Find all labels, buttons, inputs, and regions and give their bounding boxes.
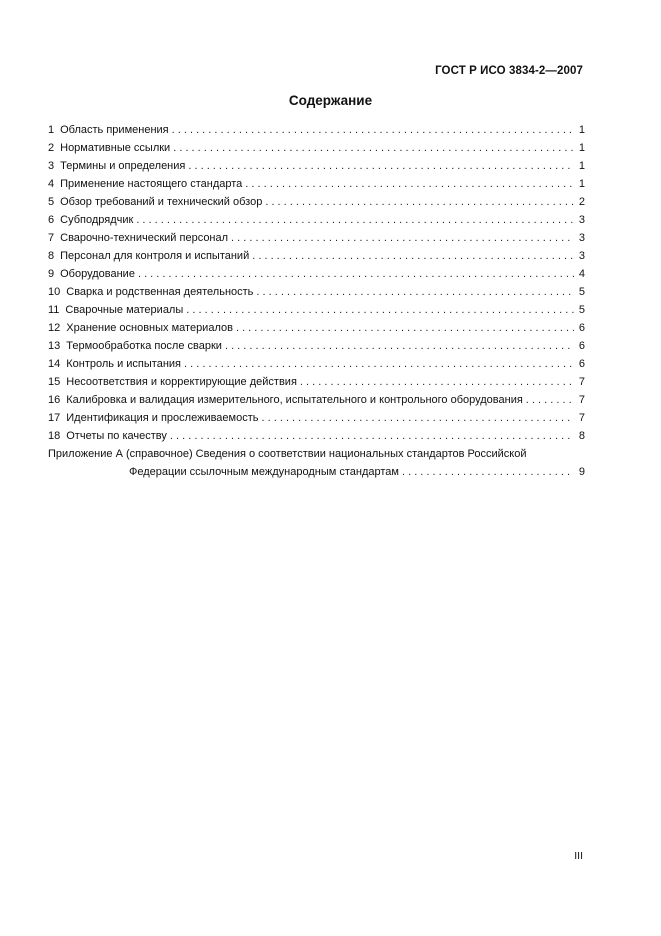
toc-entry-page: 7: [578, 376, 585, 388]
toc-entry-number: 10: [48, 286, 61, 298]
toc-leader-dots: [265, 193, 574, 211]
table-of-contents: [48, 121, 585, 481]
toc-entry[interactable]: [48, 301, 585, 319]
toc-leader-dots: [172, 121, 574, 139]
toc-entry-page: 5: [578, 286, 585, 298]
toc-entry[interactable]: [48, 121, 585, 139]
toc-entry[interactable]: [48, 157, 585, 175]
toc-entry-title: Контроль и испытания: [66, 358, 182, 370]
toc-entry-number: 11: [48, 304, 60, 316]
toc-leader-dots: [186, 301, 574, 319]
toc-entry-title: Субподрядчик: [60, 214, 134, 226]
toc-entry-page: 4: [578, 268, 585, 280]
toc-entry-number: 2: [48, 142, 55, 154]
toc-entry-page: 7: [578, 412, 585, 424]
toc-annex-line2: Федерации ссылочным международным стандартам: [129, 466, 399, 478]
toc-entry-page: 6: [578, 322, 585, 334]
document-code: ГОСТ Р ИСО 3834-2—2007: [435, 65, 583, 77]
toc-annex-line2-row: [48, 463, 585, 481]
toc-entry[interactable]: [48, 319, 585, 337]
toc-entry-number: 16: [48, 394, 61, 406]
toc-entry[interactable]: [48, 427, 585, 445]
toc-entry-page: 2: [578, 196, 585, 208]
toc-leader-dots: [184, 355, 574, 373]
toc-items: [48, 121, 585, 445]
toc-entry-title: Калибровка и валидация измерительного, испытательного и контрольного оборудования: [66, 394, 523, 406]
toc-entry-number: 4: [48, 178, 55, 190]
toc-leader-dots: [256, 283, 574, 301]
toc-entry-title: Сварочные материалы: [65, 304, 184, 316]
toc-annex-page: 9: [578, 466, 585, 478]
toc-entry-number: 18: [48, 430, 61, 442]
toc-leader-dots: [231, 229, 574, 247]
toc-entry-title: Отчеты по качеству: [66, 430, 167, 442]
toc-entry-title: Область применения: [60, 124, 169, 136]
toc-entry-number: 7: [48, 232, 55, 244]
toc-entry-number: 15: [48, 376, 61, 388]
toc-entry[interactable]: [48, 193, 585, 211]
toc-annex-entry[interactable]: [48, 445, 585, 481]
toc-entry-title: Сварка и родственная деятельность: [66, 286, 254, 298]
toc-entry-page: 3: [578, 250, 585, 262]
toc-leader-dots: [188, 157, 574, 175]
toc-entry-title: Идентификация и прослеживаемость: [66, 412, 259, 424]
toc-entry-title: Сварочно-технический персонал: [60, 232, 229, 244]
toc-entry-number: 9: [48, 268, 55, 280]
toc-entry-page: 1: [578, 124, 585, 136]
toc-entry-page: 5: [578, 304, 585, 316]
toc-leader-dots: [136, 211, 574, 229]
toc-entry-number: 12: [48, 322, 61, 334]
toc-entry[interactable]: [48, 355, 585, 373]
toc-entry[interactable]: [48, 211, 585, 229]
toc-annex-line1: Приложение А (справочное) Сведения о соответствии национальных стандартов Российской: [48, 448, 527, 460]
toc-entry-page: 8: [578, 430, 585, 442]
toc-entry-title: Применение настоящего стандарта: [60, 178, 243, 190]
toc-leader-dots: [262, 409, 575, 427]
toc-entry[interactable]: [48, 373, 585, 391]
toc-entry-number: 17: [48, 412, 61, 424]
toc-leader-dots: [526, 391, 574, 409]
toc-entry-number: 3: [48, 160, 55, 172]
toc-entry[interactable]: [48, 283, 585, 301]
toc-leader-dots: [245, 175, 574, 193]
toc-leader-dots: [173, 139, 574, 157]
toc-entry-number: 8: [48, 250, 55, 262]
toc-entry-title: Персонал для контроля и испытаний: [60, 250, 250, 262]
toc-entry-title: Термины и определения: [60, 160, 186, 172]
toc-entry[interactable]: [48, 337, 585, 355]
toc-entry-number: 6: [48, 214, 55, 226]
toc-leader-dots: [300, 373, 574, 391]
toc-leader-dots: [402, 463, 574, 481]
toc-entry-page: 6: [578, 340, 585, 352]
toc-entry-page: 3: [578, 214, 585, 226]
toc-leader-dots: [170, 427, 574, 445]
toc-entry[interactable]: [48, 175, 585, 193]
toc-entry-page: 3: [578, 232, 585, 244]
toc-entry-page: 6: [578, 358, 585, 370]
toc-entry-page: 1: [578, 142, 585, 154]
toc-entry[interactable]: [48, 391, 585, 409]
toc-leader-dots: [138, 265, 574, 283]
toc-entry[interactable]: [48, 139, 585, 157]
toc-entry-page: 7: [578, 394, 585, 406]
toc-entry-title: Нормативные ссылки: [60, 142, 171, 154]
toc-entry-number: 13: [48, 340, 61, 352]
toc-entry-title: Обзор требований и технический обзор: [60, 196, 263, 208]
toc-entry[interactable]: [48, 265, 585, 283]
toc-title: Содержание: [288, 93, 373, 108]
toc-entry-title: Оборудование: [60, 268, 135, 280]
toc-leader-dots: [252, 247, 574, 265]
toc-leader-dots: [236, 319, 574, 337]
toc-entry-title: Несоответствия и корректирующие действия: [66, 376, 297, 388]
toc-entry-number: 1: [48, 124, 55, 136]
toc-leader-dots: [225, 337, 574, 355]
toc-entry-title: Хранение основных материалов: [66, 322, 233, 334]
toc-entry[interactable]: [48, 229, 585, 247]
toc-entry-page: 1: [578, 178, 585, 190]
toc-entry-page: 1: [578, 160, 585, 172]
toc-entry[interactable]: [48, 409, 585, 427]
toc-entry[interactable]: [48, 247, 585, 265]
toc-entry-number: 5: [48, 196, 55, 208]
toc-entry-number: 14: [48, 358, 61, 370]
toc-entry-title: Термообработка после сварки: [66, 340, 222, 352]
page-number: III: [574, 850, 583, 862]
